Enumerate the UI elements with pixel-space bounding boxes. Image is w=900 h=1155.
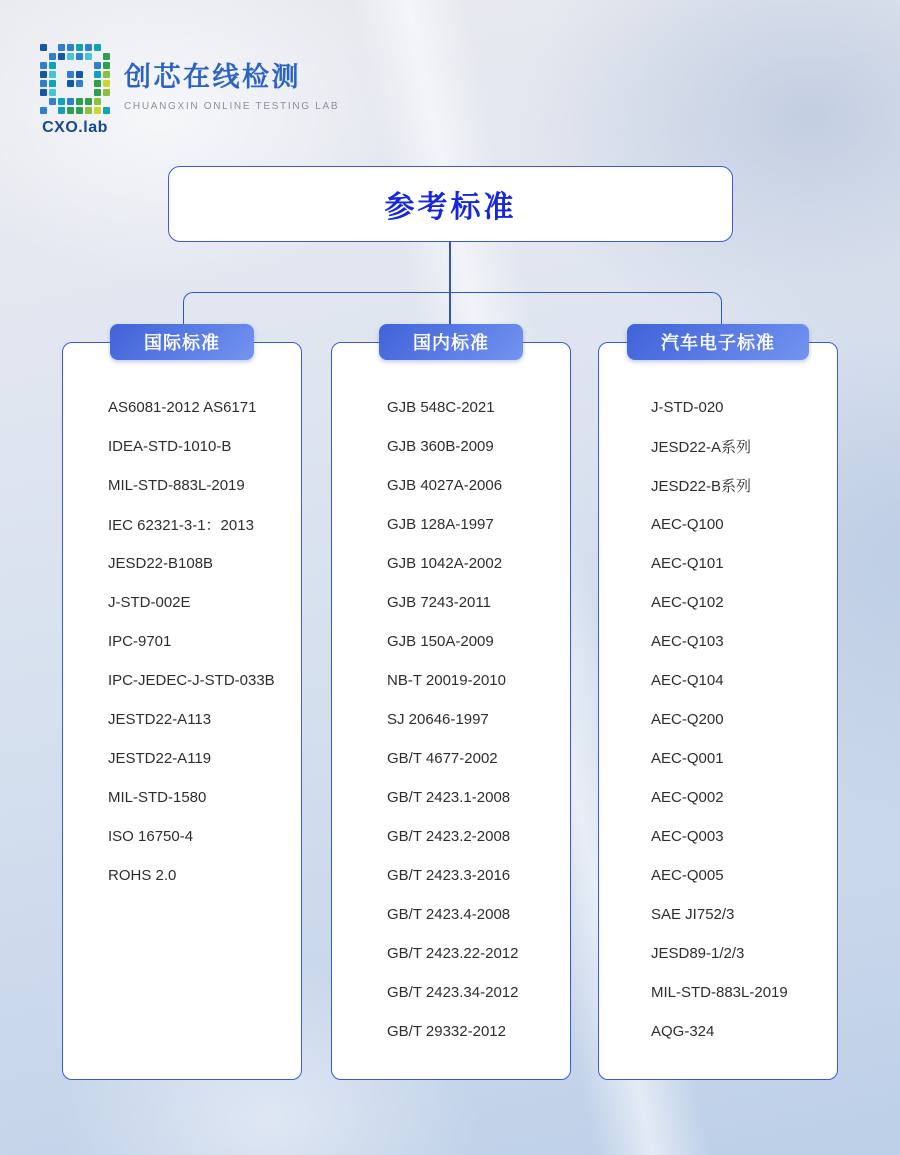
mosaic-cell: [40, 71, 47, 78]
list-item: SJ 20646-1997: [387, 711, 489, 728]
mosaic-cell: [40, 80, 47, 87]
list-item: GJB 360B-2009: [387, 438, 494, 455]
mosaic-cell: [49, 89, 56, 96]
mosaic-cell: [94, 89, 101, 96]
list-item: GB/T 2423.34-2012: [387, 984, 519, 1001]
list-item: ROHS 2.0: [108, 867, 177, 884]
list-item: NB-T 20019-2010: [387, 672, 506, 689]
mosaic-cell: [76, 89, 83, 96]
mosaic-cell: [67, 80, 74, 87]
diagram-title: 参考标准: [384, 191, 517, 224]
mosaic-cell: [49, 80, 56, 87]
mosaic-cell: [40, 89, 47, 96]
mosaic-cell: [94, 80, 101, 87]
list-item: JESTD22-A119: [108, 750, 212, 767]
mosaic-cell: [49, 44, 56, 51]
logo-mosaic-icon: [40, 44, 110, 114]
mosaic-cell: [49, 62, 56, 69]
mosaic-cell: [85, 53, 92, 60]
list-item: SAE JI752/3: [651, 906, 735, 923]
list-item: GJB 128A-1997: [387, 516, 494, 533]
list-item: JESTD22-A113: [108, 711, 212, 728]
brand-logo: [40, 44, 339, 137]
mosaic-cell: [40, 98, 47, 105]
mosaic-cell: [103, 44, 110, 51]
mosaic-cell: [58, 98, 65, 105]
list-item: ISO 16750-4: [108, 828, 194, 845]
mosaic-cell: [94, 53, 101, 60]
mosaic-cell: [67, 62, 74, 69]
mosaic-cell: [58, 62, 65, 69]
mosaic-cell: [58, 44, 65, 51]
card-international-standards: [62, 333, 302, 1080]
mosaic-cell: [58, 71, 65, 78]
list-item: IPC-9701: [108, 633, 172, 650]
list-item: AEC-Q102: [651, 594, 724, 611]
mosaic-cell: [49, 71, 56, 78]
list-item: J-STD-002E: [108, 594, 191, 611]
mosaic-cell: [67, 107, 74, 114]
mosaic-cell: [40, 44, 47, 51]
mosaic-cell: [103, 62, 110, 69]
mosaic-cell: [40, 107, 47, 114]
list-item: GJB 150A-2009: [387, 633, 494, 650]
column-header: 汽车电子标准: [627, 324, 809, 360]
mosaic-cell: [85, 44, 92, 51]
list-item: AEC-Q200: [651, 711, 724, 728]
standards-list: [63, 343, 301, 895]
list-item: JESD89-1/2/3: [651, 945, 745, 962]
list-item: GB/T 29332-2012: [387, 1023, 506, 1040]
mosaic-cell: [76, 62, 83, 69]
list-item: AS6081-2012 AS6171: [108, 399, 257, 416]
list-item: GB/T 4677-2002: [387, 750, 498, 767]
mosaic-cell: [67, 89, 74, 96]
mosaic-cell: [76, 53, 83, 60]
mosaic-cell: [85, 71, 92, 78]
mosaic-cell: [103, 89, 110, 96]
diagram-title-box: [168, 166, 733, 242]
mosaic-cell: [94, 71, 101, 78]
mosaic-cell: [58, 80, 65, 87]
list-item: IEC 62321-3-1：2013: [108, 517, 254, 534]
logo-name-en: CHUANGXIN ONLINE TESTING LAB: [124, 101, 340, 112]
mosaic-cell: [67, 98, 74, 105]
mosaic-cell: [94, 62, 101, 69]
mosaic-cell: [76, 80, 83, 87]
mosaic-cell: [76, 107, 83, 114]
mosaic-cell: [103, 80, 110, 87]
list-item: GJB 7243-2011: [387, 594, 491, 611]
mosaic-cell: [40, 62, 47, 69]
list-item: AEC-Q002: [651, 789, 724, 806]
list-item: JESD22-A系列: [651, 439, 752, 456]
list-item: GB/T 2423.3-2016: [387, 867, 511, 884]
list-item: AEC-Q003: [651, 828, 724, 845]
mosaic-cell: [67, 71, 74, 78]
list-item: J-STD-020: [651, 399, 724, 416]
list-item: AEC-Q100: [651, 516, 724, 533]
mosaic-cell: [85, 62, 92, 69]
list-item: AEC-Q001: [651, 750, 724, 767]
mosaic-cell: [49, 107, 56, 114]
list-item: AQG-324: [651, 1023, 715, 1040]
standards-list: [332, 343, 570, 1051]
column-header: 国内标准: [379, 324, 523, 360]
mosaic-cell: [76, 44, 83, 51]
mosaic-cell: [103, 107, 110, 114]
mosaic-cell: [85, 98, 92, 105]
mosaic-cell: [85, 107, 92, 114]
mosaic-cell: [40, 53, 47, 60]
list-item: GB/T 2423.4-2008: [387, 906, 511, 923]
list-item: AEC-Q104: [651, 672, 724, 689]
mosaic-cell: [103, 53, 110, 60]
mosaic-cell: [76, 98, 83, 105]
list-item: AEC-Q005: [651, 867, 724, 884]
mosaic-cell: [94, 107, 101, 114]
logo-short-name: CXO.lab: [42, 119, 108, 136]
list-item: MIL-STD-883L-2019: [651, 984, 788, 1001]
mosaic-cell: [67, 53, 74, 60]
list-item: MIL-STD-883L-2019: [108, 477, 245, 494]
list-item: MIL-STD-1580: [108, 789, 207, 806]
list-item: GB/T 2423.1-2008: [387, 789, 511, 806]
list-item: IDEA-STD-1010-B: [108, 438, 232, 455]
mosaic-cell: [103, 71, 110, 78]
list-item: AEC-Q101: [651, 555, 724, 572]
list-item: GJB 4027A-2006: [387, 477, 503, 494]
column-header: 国际标准: [110, 324, 254, 360]
list-item: JESD22-B系列: [651, 478, 752, 495]
mosaic-cell: [85, 80, 92, 87]
mosaic-cell: [58, 53, 65, 60]
mosaic-cell: [85, 89, 92, 96]
mosaic-cell: [76, 71, 83, 78]
mosaic-cell: [49, 53, 56, 60]
list-item: AEC-Q103: [651, 633, 724, 650]
card-automotive-standards: [598, 333, 838, 1080]
list-item: GJB 548C-2021: [387, 399, 495, 416]
mosaic-cell: [67, 44, 74, 51]
standards-list: [599, 343, 837, 1051]
list-item: IPC-JEDEC-J-STD-033B: [108, 672, 275, 689]
mosaic-cell: [49, 98, 56, 105]
mosaic-cell: [94, 98, 101, 105]
list-item: GB/T 2423.2-2008: [387, 828, 511, 845]
list-item: GB/T 2423.22-2012: [387, 945, 519, 962]
list-item: JESD22-B108B: [108, 555, 214, 572]
mosaic-cell: [94, 44, 101, 51]
mosaic-cell: [58, 107, 65, 114]
list-item: GJB 1042A-2002: [387, 555, 503, 572]
logo-name-cn: 创芯在线检测: [124, 62, 301, 92]
card-domestic-standards: [331, 333, 571, 1080]
mosaic-cell: [103, 98, 110, 105]
connector-branch-line: [183, 292, 722, 324]
mosaic-cell: [58, 89, 65, 96]
